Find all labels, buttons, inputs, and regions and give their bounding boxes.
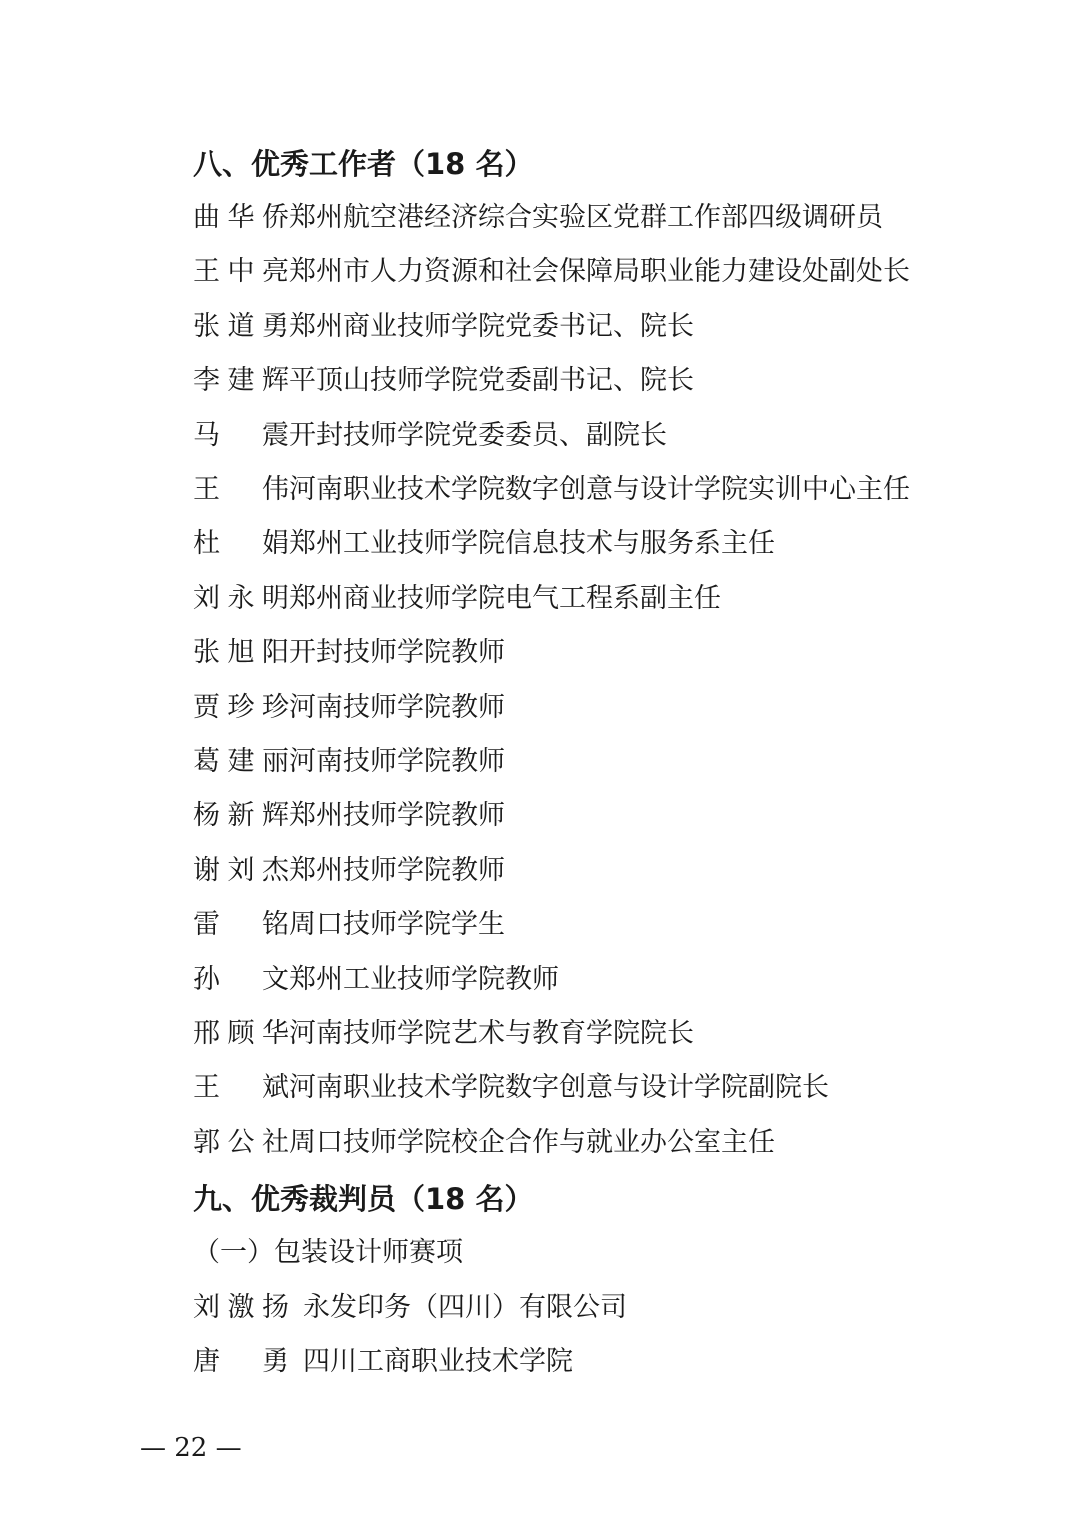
person-name: 郭公社 <box>193 1126 289 1158</box>
person-role: 郑州商业技师学院党委书记、院长 <box>289 310 694 342</box>
person-row <box>193 470 910 510</box>
person-name: 邢顾华 <box>193 1018 289 1049</box>
section-9-heading: 九、优秀裁判员（18 名） <box>193 1182 534 1216</box>
person-row <box>193 742 505 782</box>
person-row <box>193 416 667 456</box>
person-role: 河南职业技术学院数字创意与设计学院实训中心主任 <box>289 474 910 505</box>
person-role: 开封技师学院党委委员、副院长 <box>289 419 667 451</box>
person-role: 周口技师学院学生 <box>289 909 505 941</box>
person-role: 郑州工业技师学院教师 <box>289 963 559 995</box>
person-row <box>193 960 559 1000</box>
person-row <box>193 796 505 836</box>
person-row <box>193 524 775 564</box>
person-row <box>193 198 883 238</box>
person-role: 郑州技师学院教师 <box>289 800 505 832</box>
person-name: 李建辉 <box>193 365 289 397</box>
person-row <box>193 1068 829 1108</box>
person-role: 河南技师学院教师 <box>289 746 505 777</box>
person-role: 河南技师学院教师 <box>289 691 505 723</box>
person-name: 刘激扬 <box>193 1292 289 1323</box>
person-name: 唐 勇 <box>193 1346 289 1378</box>
person-name: 谢刘杰 <box>193 854 289 886</box>
person-role: 郑州技师学院教师 <box>289 854 505 886</box>
person-name: 雷 铭 <box>193 909 289 941</box>
person-row <box>193 1342 573 1382</box>
person-role: 郑州工业技师学院信息技术与服务系主任 <box>289 528 775 560</box>
person-name: 葛建丽 <box>193 746 289 777</box>
person-name: 刘永明 <box>193 582 289 614</box>
person-row <box>193 688 505 728</box>
person-name: 王中亮 <box>193 256 289 288</box>
person-name: 王 伟 <box>193 474 289 505</box>
person-row <box>193 1288 627 1328</box>
person-row <box>193 579 721 619</box>
person-name: 马 震 <box>193 419 289 451</box>
person-name: 张旭阳 <box>193 637 289 669</box>
person-row <box>193 633 505 673</box>
person-name: 曲华侨 <box>193 202 289 233</box>
person-role: 周口技师学院校企合作与就业办公室主任 <box>289 1126 775 1158</box>
person-role: 河南技师学院艺术与教育学院院长 <box>289 1018 694 1049</box>
person-name: 张道勇 <box>193 310 289 342</box>
person-name: 杨新辉 <box>193 800 289 832</box>
person-role: 开封技师学院教师 <box>289 637 505 669</box>
person-role: 平顶山技师学院党委副书记、院长 <box>289 365 694 397</box>
page-number: — 22 — <box>140 1433 242 1463</box>
person-name: 孙 文 <box>193 963 289 995</box>
section-9-subheading: （一）包装设计师赛项 <box>193 1237 463 1268</box>
person-row <box>193 361 694 401</box>
person-row <box>193 1123 775 1163</box>
person-row <box>193 307 694 347</box>
person-name: 王 斌 <box>193 1072 289 1104</box>
person-name: 贾珍珍 <box>193 691 289 723</box>
person-row <box>193 905 505 945</box>
section-8-heading: 八、优秀工作者（18 名） <box>193 147 534 181</box>
person-role: 郑州航空港经济综合实验区党群工作部四级调研员 <box>289 202 883 233</box>
person-row <box>193 1014 694 1054</box>
person-row <box>193 851 505 891</box>
person-role: 四川工商职业技术学院 <box>303 1346 573 1378</box>
person-role: 河南职业技术学院数字创意与设计学院副院长 <box>289 1072 829 1104</box>
person-role: 永发印务（四川）有限公司 <box>303 1292 627 1323</box>
person-row <box>193 252 910 292</box>
person-role: 郑州商业技师学院电气工程系副主任 <box>289 582 721 614</box>
person-name: 杜 娟 <box>193 528 289 560</box>
person-role: 郑州市人力资源和社会保障局职业能力建设处副处长 <box>289 256 910 288</box>
